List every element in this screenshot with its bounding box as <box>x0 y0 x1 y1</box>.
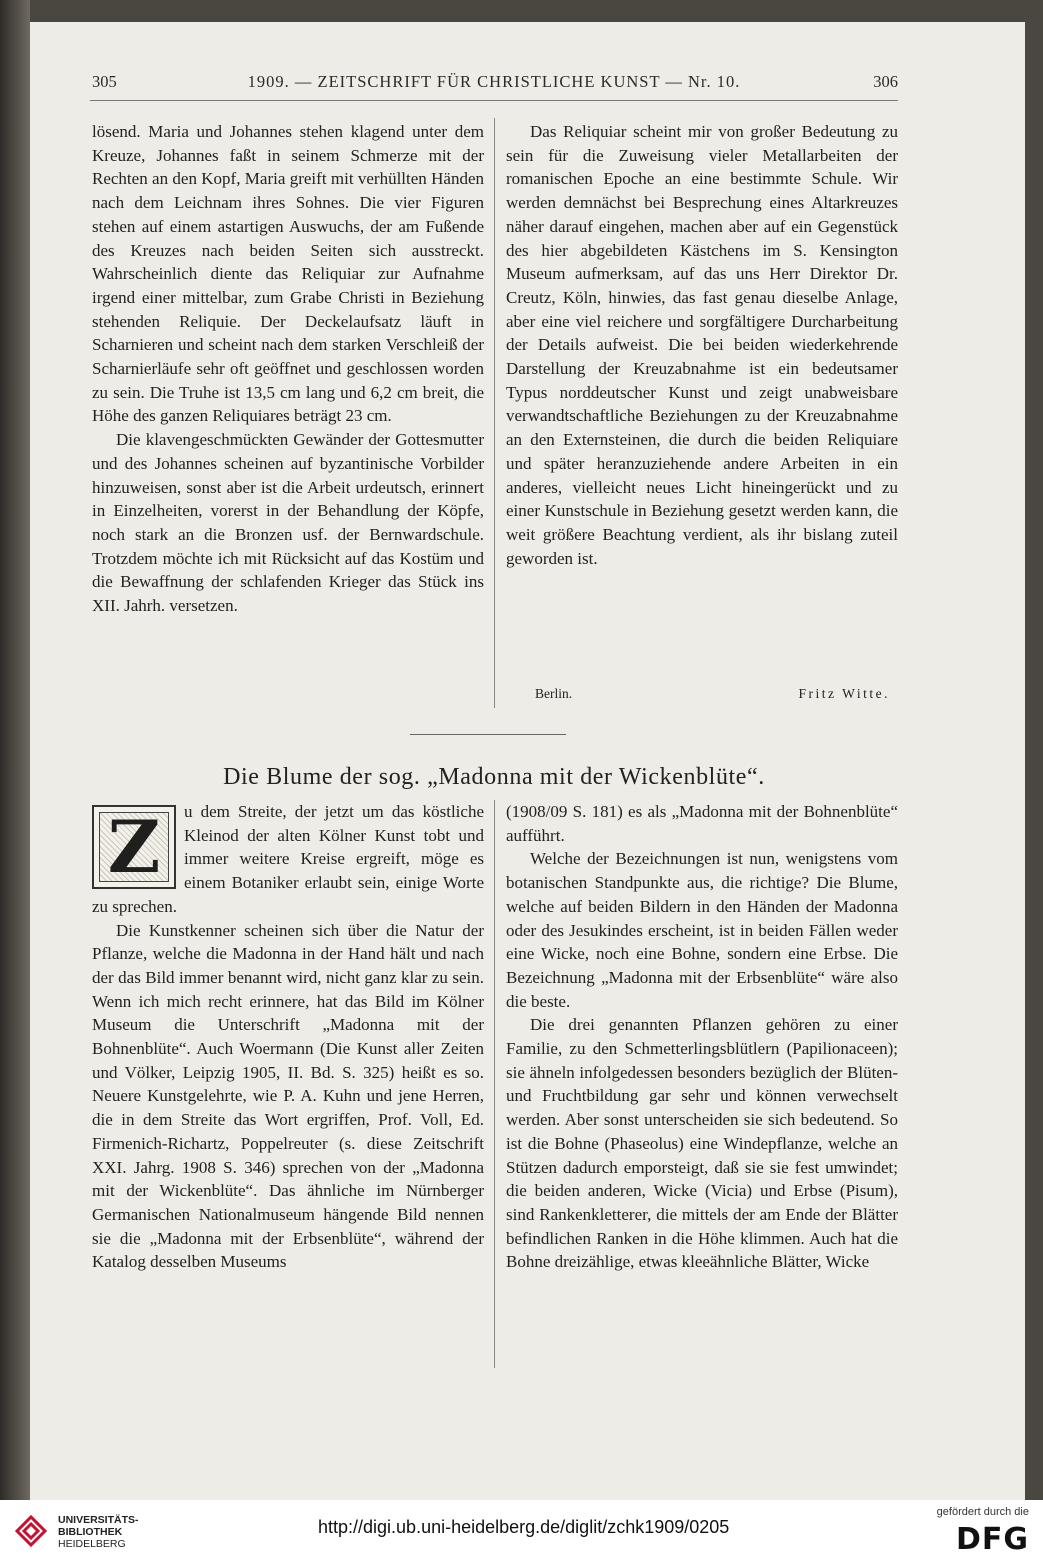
library-line: BIBLIOTHEK <box>58 1526 123 1538</box>
viewer-footer <box>0 1500 1043 1557</box>
lower-left-column <box>92 800 484 1274</box>
drop-cap-letter: Z <box>107 804 161 889</box>
column-rule-upper <box>494 118 495 708</box>
page-number-right: 306 <box>873 72 898 91</box>
section-separator <box>410 734 566 735</box>
upper-left-column <box>92 120 484 618</box>
library-line: HEIDELBERG <box>58 1538 126 1550</box>
column-rule-lower <box>494 800 495 1368</box>
university-library-logo <box>14 1514 48 1548</box>
drop-cap-space <box>92 800 184 892</box>
permalink-url[interactable]: http://digi.ub.uni-heidelberg.de/diglit/zchk1909/0205 <box>318 1517 730 1537</box>
paragraph-text: u dem Streite, der jetzt um das köstliche Kleinod der alten Kölner Kunst tobt und immer weitere Kreise ergreift, möge es einem Botaniker erlaubt sein, einige Worte zu sprechen. <box>92 802 484 916</box>
library-name <box>58 1514 139 1550</box>
journal-title: 1909. — ZEITSCHRIFT FÜR CHRISTLICHE KUNST — Nr. 10. <box>247 72 741 91</box>
upper-right-column <box>506 120 898 570</box>
library-line: UNIVERSITÄTS- <box>58 1514 139 1526</box>
paragraph: (1908/09 S. 181) es als „Madonna mit der Bohnenblüte“ aufführt. <box>506 802 898 845</box>
funding-note: gefördert durch die <box>936 1506 1029 1518</box>
page-number-left: 305 <box>92 72 117 91</box>
paragraph: Welche der Bezeichnungen ist nun, wenigstens vom botanischen Standpunkte aus, die richtige? Die Blume, welche auf beiden Bildern in den Händen der Madonna oder des Jesukindes erscheint, ist in beiden Fällen weder eine Wicke, noch eine Bohne, sondern eine Erbse. Die Bezeichnung „Madonna mit der Erbsenblüte“ wäre also die beste. <box>506 849 898 1011</box>
dfg-logo: DFG <box>955 1522 1029 1557</box>
paragraph: Die Kunstkenner scheinen sich über die Natur der Pflanze, welche die Madonna in der Hand hält und nach der das Bild immer benannt wird, nicht ganz klar zu sein. Wenn ich mich recht erinnere, hat das Bild im Kölner Museum die Unterschrift „Madonna mit der Bohnenblüte“. Auch Woermann (Die Kunst aller Zeiten und Völker, Leipzig 1905, II. Bd. S. 325) heißt es so. Neuere Kunstgelehrte, wie P. A. Kuhn und jene Herren, die in dem Streite das Wort ergriffen, Prof. Voll, Ed. Firmenich-Richartz, Poppelreuter (s. diese Zeitschrift XXI. Jahrg. 1908 S. 346) sprechen von der „Madonna mit der Wickenblüte“. Das ähnliche im Nürnberger Germanischen Nationalmuseum hängende Bild nennen sie die „Madonna mit der Erbsenblüte“, während der Katalog desselben Museums <box>92 920 484 1272</box>
paragraph: Das Reliquiar scheint mir von großer Bedeutung zu sein für die Zuweisung vieler Metallarbeiten der romanischen Epoche an eine bestimmte Schule. Wir werden demnächst bei Besprechung eines Altarkreuzes näher darauf eingehen, machen aber auf ein Gegenstück des hier abgebildeten Kästchens im S. Kensington Museum aufmerksam, auf das uns Herr Direktor Dr. Creutz, Köln, hinwies, das fast genau dieselbe Anlage, aber eine viel reichere und sorgfältigere Durcharbeitung der Details aufweist. Die bei beiden wiederkehrende Darstellung der Kreuzabnahme ist ein bedeutsamer Typus norddeutscher Kunst und zeigt unabweisbare verwandtschaftliche Beziehungen zu der Kreuzabnahme an den Externsteinen, die durch die beiden Reliquiare und später heranzuziehende andere Arbeiten in ein anderes, vielleicht neues Licht hineingerückt und zu einer Kunstschule in Beziehung gesetzt werden kann, die weit größere Beachtung verdient, als ihr bislang zuteil geworden ist. <box>506 122 898 568</box>
signature-city: Berlin. <box>535 686 573 701</box>
lower-right-column <box>506 800 898 1274</box>
paragraph: lösend. Maria und Johannes stehen klagend unter dem Kreuze, Johannes faßt in seinem Schmerze mit der Rechten an den Kopf, Maria greift mit verhüllten Händen nach dem Leichnam ihres Sohnes. Die vier Figuren stehen auf einem astartigen Auswuchs, der am Fußende des Kreuzes nach beiden Seiten sich ausstreckt. Wahrscheinlich diente das Reliquiar zur Aufnahme irgend einer mittelbar, zum Grabe Christi in Beziehung stehenden Reliquie. Der Deckelaufsatz läuft in Scharnieren und scheint nach dem starken Verschleiß der Scharnierläufe sehr oft geöffnet und geschlossen worden zu sein. Die Truhe ist 13,5 cm lang und 6,2 cm breit, die Höhe des ganzen Reliquiares beträgt 23 cm. <box>92 122 484 426</box>
signature <box>535 686 890 708</box>
header-rule <box>90 100 898 101</box>
paragraph <box>92 800 484 919</box>
signature-author: Fritz Witte. <box>798 686 890 701</box>
running-header <box>90 72 898 98</box>
paragraph: Die drei genannten Pflanzen gehören zu einer Familie, zu den Schmetterlingsblütlern (Papilionaceen); sie ähneln infolgedessen besonders bezüglich der Blüten- und Fruchtbildung gar sehr und können verwechselt werden. Aber sonst unterscheiden sie sich bedeutend. So ist die Bohne (Phaseolus) eine Windepflanze, welche an Stützen dadurch emporsteigt, daß sie sie fest umwindet; die beiden anderen, Wicke (Vicia) und Erbse (Pisum), sind Rankenkletterer, die mittels der am Ende der Blätter befindlichen Ranken in die Höhe klimmen. Auch hat die Bohne dreizählige, etwas kleeähnliche Blätter, Wicke <box>506 1015 898 1272</box>
book-spine <box>0 0 30 1500</box>
article-title: Die Blume der sog. „Madonna mit der Wickenblüte“. <box>223 764 765 790</box>
paragraph: Die klavengeschmückten Gewänder der Gottesmutter und des Johannes scheinen auf byzantinische Vorbilder hinzuweisen, sonst aber ist die Arbeit urdeutsch, erinnert in Einzelheiten, vorerst in der Behandlung der Köpfe, noch stark an die Bronzen usf. der Bernwardschule. Trotzdem möchte ich mit Rücksicht auf das Kostüm und die Bewaffnung der schlafenden Krieger das Stück ins XII. Jahrh. versetzen. <box>92 430 484 616</box>
